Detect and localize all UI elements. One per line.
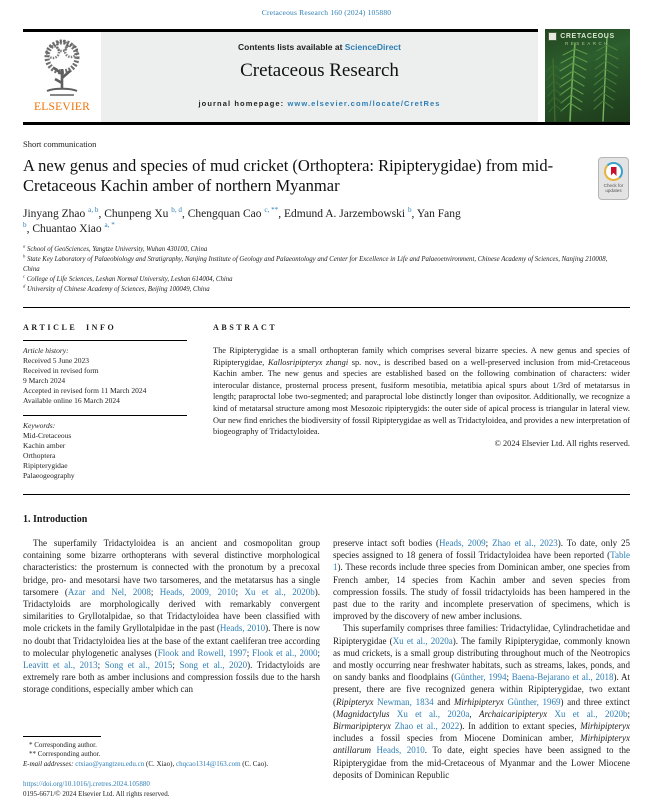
keyword: Ripipterygidae (23, 461, 68, 470)
header-bottom-rule (23, 122, 630, 125)
text-segment: Ripipteryx (336, 696, 374, 707)
citation-link[interactable]: ctxiao@yangtzeu.edu.cn (75, 759, 145, 768)
text-segment: ). In addition to extant species, (459, 721, 581, 732)
intro-paragraph-right-1 (333, 537, 630, 622)
text-segment: State Key Laboratory of Palaeobiology and Stratigraphy, Nanjing Institute of Geology and Palaeontology and Center for Excellence in Life and Palaeoenvironment, Chinese Academy of Sciences, Nanjing 210008, China (23, 256, 608, 273)
text-segment: , Chuantao Xiao (26, 223, 105, 235)
text-segment: , (469, 708, 479, 719)
journal-header-main (23, 29, 538, 122)
footnote-block (23, 736, 320, 800)
info-rule-top (23, 340, 187, 341)
text-segment: This superfamily comprises three families: Tridactylidae, Cylindrachetidae and Ripipterygidae ( (333, 623, 630, 646)
doi-link[interactable]: https://doi.org/10.1016/j.cretres.2024.105880 (23, 780, 150, 789)
copyright-line: © 2024 Elsevier Ltd. All rights reserved. (494, 438, 630, 448)
corresponding-author-note-2: ** Corresponding author. (29, 750, 101, 759)
journal-banner-box (101, 32, 538, 122)
cover-title-line1: CRETACEOUS (560, 33, 615, 40)
text-segment: c, ** (264, 206, 279, 215)
keyword: Kachin amber (23, 441, 66, 450)
intro-paragraph-right-2 (333, 622, 630, 781)
elsevier-tree-icon (33, 36, 91, 100)
citation-link[interactable]: Günther, 1994 (454, 672, 507, 683)
text-segment: ; (150, 586, 160, 597)
affiliation-c (23, 275, 613, 285)
abstract-bottom-rule (23, 494, 630, 495)
text-segment: , Yan Fang (411, 208, 461, 220)
citation-link[interactable]: chqcao1314@163.com (175, 759, 241, 768)
citation-link[interactable]: Heads, 2009, 2010 (159, 586, 236, 597)
text-segment: E-mail addresses: (23, 759, 76, 768)
text-segment: Magnidactylus (336, 708, 390, 719)
doi-block (23, 780, 320, 799)
right-column (333, 537, 630, 800)
text-segment: ; (485, 538, 493, 548)
text-segment: . To date, eight species have been assigned to the Ripipterygidae from the mid-Cretaceous of Myanmar and the Lower Miocene deposits of Dominican Republic (333, 745, 630, 780)
homepage-prefix: journal homepage: (198, 99, 288, 108)
citation-link[interactable]: Song et al., 2015 (104, 660, 173, 671)
contents-line (101, 42, 538, 52)
info-rule-keywords (23, 415, 187, 416)
text-segment: University of Chinese Academy of Sciences, Beijing 100049, China (25, 286, 210, 293)
keyword: Orthoptera (23, 451, 56, 460)
check-updates-label-line1: Check for (603, 183, 624, 188)
text-segment: Jinyang Zhao (23, 208, 89, 220)
corresponding-author-note-1: * Corresponding author. (29, 740, 97, 749)
sciencedirect-link[interactable]: ScienceDirect (344, 42, 401, 52)
email-addresses-line (23, 760, 320, 770)
article-title: A new genus and species of mud cricket (Orthoptera: Ripipterygidae) from mid-Cretaceous Kachin amber of northern Myanmar (23, 156, 554, 195)
text-segment: ). Tridactyloids are morphologically derived with remarkably convergent similarities to Gryllotalpidae, so that Tridactyloidea have been classified with mole crickets in the family Gryllotalpidae in the past ( (23, 586, 320, 634)
text-segment: b, d (171, 206, 182, 215)
text-segment: ). The family Ripipterygidae, commonly known as mud crickets, is a small group distributing throughout much of the Neotropics and mostly occurring near freshwater habitats, such as streams, lakes, ponds, and on sandy banks and floodplains ( (333, 635, 631, 683)
text-segment: School of GeoSciences, Yangtze University, Wuhan 430100, China (25, 246, 208, 253)
footnote-rule (23, 736, 101, 737)
affiliation-d (23, 285, 613, 295)
citation-link[interactable]: Table 1 (333, 550, 630, 573)
text-segment: ; (172, 660, 180, 671)
text-segment: ). These records include three species from Dominican amber, one species from French amber, 14 species from Kachin amber and seven species from compression fossils. The study of fossil tridactyloids has been hampered in the past due to the rarity and incomplete preservation of specimens, which is improved by the discovery of new amber inclusions. (333, 562, 630, 622)
history-line: Available online 16 March 2024 (23, 396, 120, 405)
citation-link[interactable]: Heads, 2010 (376, 745, 425, 756)
journal-title: Cretaceous Research (240, 60, 399, 81)
citation-link[interactable]: Xu et al., 2020a (392, 635, 453, 646)
text-segment: Mirhipipteryx (453, 696, 504, 707)
contents-prefix: Contents lists available at (238, 42, 345, 52)
abstract-text (213, 345, 630, 438)
text-segment: , Edmund A. Jarzembowski (278, 208, 408, 220)
text-segment: ; (317, 647, 320, 658)
text-segment (390, 709, 397, 719)
citation-link[interactable]: Zhao et al., 2023 (492, 538, 558, 548)
section-heading-introduction: 1. Introduction (23, 514, 88, 525)
text-segment: , Chunpeng Xu (98, 208, 172, 220)
citation-link[interactable]: Flook and Rowell, 1997 (157, 647, 247, 658)
text-segment: College of Life Sciences, Leshan Normal University, Leshan 614004, China (25, 276, 233, 283)
text-segment: ; (506, 672, 512, 683)
check-updates-label-line2: updates (605, 188, 622, 194)
text-segment: (C. Cao). (240, 759, 269, 768)
bookmark-ribbon-icon (611, 167, 617, 176)
text-segment: preserve intact soft bodies ( (333, 538, 440, 548)
citation-link[interactable]: Song et al., 2020 (179, 660, 248, 671)
text-segment: Archaicaripipteryx (478, 708, 548, 719)
text-segment: ; (97, 660, 105, 671)
article-info-column (23, 323, 187, 481)
text-segment: ). At present, there are five recognized genera within Ripipterygidae, two extant ( (333, 672, 630, 707)
keyword: Mid-Cretaceous (23, 431, 72, 440)
affiliation-list (23, 245, 613, 295)
history-line: Received 5 June 2023 (23, 356, 90, 365)
author-list (23, 207, 468, 237)
citation-link[interactable]: Xu et al., 2020b (244, 586, 315, 597)
homepage-link[interactable]: www.elsevier.com/locate/CretRes (287, 99, 441, 108)
crossmark-icon (604, 162, 623, 181)
text-segment: a, b (88, 206, 99, 215)
text-segment: , Chengquan Cao (181, 208, 265, 220)
text-segment: Mirhipipteryx antillarum (333, 733, 630, 756)
journal-header (23, 29, 630, 122)
check-updates-label (604, 183, 624, 194)
text-segment: Mirhipipteryx (580, 721, 631, 732)
intro-paragraph-left (23, 537, 320, 696)
cover-title-line2: RESEARCH (564, 41, 610, 46)
text-segment: ). Tridactyloids are extremely rare both as amber inclusions and compression fossils due to the harsh storage conditions, especially amber which can (23, 660, 320, 695)
homepage-line (101, 99, 538, 108)
text-segment: ). To date, only 25 species assigned to 18 genera of fossil Tridactyloidea have been reported ( (333, 538, 630, 561)
affiliation-a (23, 245, 613, 255)
left-column (23, 537, 320, 800)
citation-link[interactable]: Heads, 2010 (219, 623, 266, 634)
affiliation-b (23, 255, 613, 275)
text-segment: ) and three extinct ( (333, 696, 630, 719)
text-segment: ). There is now no doubt that Tridactyloidea lies at the base of the extant caeliferan tree according to molecular phylogenetic analyses ( (23, 623, 320, 658)
citation-link[interactable]: Baena-Bejarano et al., 2018 (511, 672, 614, 683)
journal-cover-thumbnail (545, 29, 630, 122)
text-segment: ; (627, 708, 630, 719)
text-segment: b (23, 221, 27, 230)
issn-copyright-line: 0195-6671/© 2024 Elsevier Ltd. All rights reserved. (23, 790, 170, 799)
history-line: 9 March 2024 (23, 376, 66, 385)
text-segment: b (23, 253, 26, 259)
article-type-label: Short communication (23, 139, 97, 149)
text-segment: sp. nov., is described based on a well-preserved inclusion from mid-Cretaceous Kachin amber. The new genus and species are established based on the following combination of characters: wider interocular distance, prosternal process present, fusiform mesotibia, metatibia apical spurs about 1/3rd of metatarsus in length; paraproctal lobe two-segmented; and paraproctal lobe distinctly longer than ovipositor. Additionally, we recognize a kind of metatarsal structure among most Mesozoic ripipterygids: the outer side of apical process is triangular in lateral view. Our new find enriches the biodiversity of fossil Ripipterygidae as well as Tridactyloidea, and provides a new interpretation of biogeography of Tridactyloidea. (213, 357, 630, 437)
text-segment: The Ripipterygidae is a small orthopteran family which comprises several bizarre species. A new genus and species of Ripipterygidae, (213, 346, 630, 367)
citation-link[interactable]: Flook et al., 2000 (252, 647, 318, 658)
text-segment: (C. Xiao), (144, 759, 176, 768)
text-segment: a (23, 243, 26, 249)
history-line: Accepted in revised form 11 March 2024 (23, 386, 147, 395)
text-segment: ; (246, 647, 253, 658)
text-segment: b (407, 206, 412, 215)
citation-link[interactable]: Xu et al., 2020b (554, 708, 628, 719)
info-abstract-section (23, 308, 630, 481)
elsevier-logo (23, 32, 101, 122)
text-segment: Birmaripipteryx (333, 721, 391, 732)
text-segment: and (433, 696, 454, 707)
cover-title (545, 33, 630, 46)
citation-link[interactable]: Azar and Nel, 2008 (67, 586, 151, 597)
text-segment: includes a fossil species from Miocene Dominican amber, (333, 733, 581, 744)
keyword: Palaeogeography (23, 471, 75, 480)
citation-link[interactable]: Xu et al., 2020a (396, 708, 470, 719)
elsevier-wordmark: ELSEVIER (34, 101, 90, 113)
keywords-label: Keywords: (23, 421, 56, 430)
citation-link[interactable]: Günther, 1969 (507, 696, 561, 707)
citation-link[interactable]: Leavitt et al., 2013 (23, 660, 98, 671)
abstract-column (213, 323, 630, 481)
abstract-header: ABSTRACT (213, 323, 278, 332)
text-segment: Kallosripipteryx zhangi (268, 357, 349, 367)
article-history-label: Article history: (23, 346, 69, 355)
text-segment: The superfamily Tridactyloidea is an ancient and cosmopolitan group containing some bizarre orthopterans with several distinctive morphological characteristics: the prosternum is connected with the pronotum by a precoxal bridge, pro- and mesotarsi have two tarsomeres, and the metatarsus has a single tarsomere ( (23, 538, 320, 597)
citation-link[interactable]: Zhao et al., 2022 (394, 721, 460, 732)
citation-link[interactable]: Heads, 2009 (439, 538, 486, 548)
history-line: Received in revised form (23, 366, 99, 375)
article-info-header: ARTICLE INFO (23, 323, 117, 332)
text-segment: a, * (104, 221, 115, 230)
text-segment: ; (235, 586, 245, 597)
text-segment: c (23, 273, 26, 279)
citation-link[interactable]: Newman, 1834 (377, 696, 434, 707)
body-columns (23, 537, 630, 800)
running-head-citation: Cretaceous Research 160 (2024) 105880 (261, 8, 392, 17)
check-for-updates-badge[interactable] (598, 157, 629, 200)
text-segment: d (23, 283, 26, 289)
